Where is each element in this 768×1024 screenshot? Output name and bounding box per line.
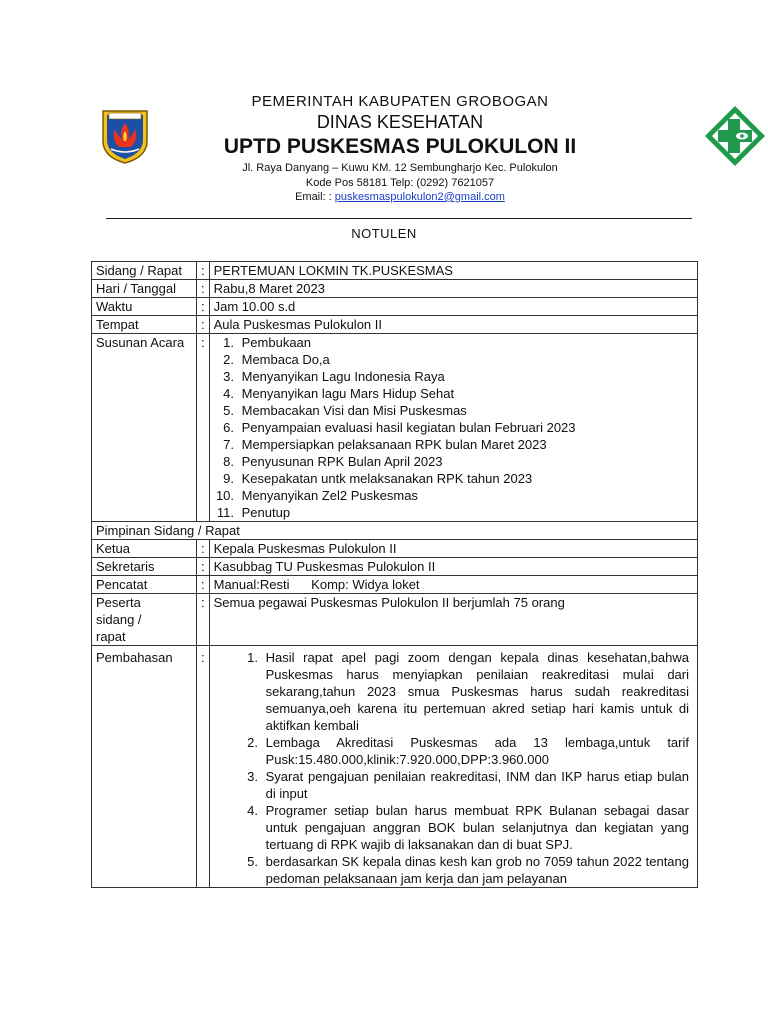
discussion-item: 1. Hasil rapat apel pagi zoom dengan kepala dinas kesehatan,bahwa Puskesmas harus menyiapkan penilaian reakreditasi mulai dari sekarang,tahun 2023 smua Puskesmas harus sudah reakreditasi semuanya,oeh karena itu pertemuan akred setiap hari kamis untuk di aktifkan kembali — [262, 649, 689, 734]
row-label-sidang: Sidang / Rapat — [92, 262, 197, 280]
row-colon: : — [197, 280, 210, 298]
discussion-list — [214, 649, 693, 887]
table-row — [92, 522, 698, 540]
postal-phone-line: Kode Pos 58181 Telp: (0292) 7621057 — [305, 177, 495, 189]
table-row — [92, 594, 698, 646]
row-value-waktu: Jam 10.00 s.d — [209, 298, 697, 316]
table-row — [92, 316, 698, 334]
row-colon: : — [197, 594, 210, 646]
agenda-item: 5. Membacakan Visi dan Misi Puskesmas — [238, 402, 693, 419]
agenda-item: 9. Kesepakatan untk melaksanakan RPK tahun 2023 — [238, 470, 693, 487]
row-colon: : — [197, 576, 210, 594]
row-value-tempat: Aula Puskesmas Pulokulon II — [209, 316, 697, 334]
row-label-hari: Hari / Tanggal — [92, 280, 197, 298]
table-row — [92, 262, 698, 280]
row-value-pencatat: Manual:Resti Komp: Widya loket — [209, 576, 697, 594]
document-title: NOTULEN — [351, 226, 417, 241]
agenda-item: 2. Membaca Do,a — [238, 351, 693, 368]
row-label-waktu: Waktu — [92, 298, 197, 316]
government-name: PEMERINTAH KABUPATEN GROBOGAN — [251, 93, 549, 110]
agenda-cell — [209, 334, 697, 522]
row-value-peserta: Semua pegawai Puskesmas Pulokulon II berjumlah 75 orang — [209, 594, 697, 646]
institution-name: UPTD PUSKESMAS PULOKULON II — [223, 135, 577, 158]
row-value-sidang: PERTEMUAN LOKMIN TK.PUSKESMAS — [209, 262, 697, 280]
agenda-item: 6. Penyampaian evaluasi hasil kegiatan bulan Februari 2023 — [238, 419, 693, 436]
row-label-acara: Susunan Acara — [92, 334, 197, 522]
row-colon: : — [197, 316, 210, 334]
row-value-ketua: Kepala Puskesmas Pulokulon II — [209, 540, 697, 558]
row-value-sekretaris: Kasubbag TU Puskesmas Pulokulon II — [209, 558, 697, 576]
discussion-item: 5. berdasarkan SK kepala dinas kesh kan grob no 7059 tahun 2022 tentang pedoman pelaksanaan jam kerja dan jam pelayanan — [262, 853, 689, 887]
row-colon: : — [197, 646, 210, 888]
grobogan-regency-emblem-icon — [95, 105, 155, 165]
table-row — [92, 558, 698, 576]
row-label-sekretaris: Sekretaris — [92, 558, 197, 576]
agenda-item: 7. Mempersiapkan pelaksanaan RPK bulan Maret 2023 — [238, 436, 693, 453]
email-line — [150, 191, 650, 203]
table-row — [92, 280, 698, 298]
row-label-ketua: Ketua — [92, 540, 197, 558]
puskesmas-logo-icon — [702, 103, 768, 169]
email-link[interactable]: puskesmaspulokulon2@gmail.com — [334, 191, 505, 203]
agenda-list — [214, 334, 693, 521]
agenda-item: 11. Penutup — [238, 504, 693, 521]
row-colon: : — [197, 298, 210, 316]
agenda-item: 10. Menyanyikan Zel2 Puskesmas — [238, 487, 693, 504]
table-row — [92, 298, 698, 316]
discussion-item: 3. Syarat pengajuan penilaian reakreditasi, INM dan IKP harus etiap bulan di input — [262, 768, 689, 802]
row-label-pembahasan: Pembahasan — [92, 646, 197, 888]
peserta-label-text: Peserta sidang / rapat — [96, 595, 142, 644]
agenda-item: 1. Pembukaan — [238, 334, 693, 351]
row-label-peserta — [92, 594, 197, 646]
table-row — [92, 540, 698, 558]
row-colon: : — [197, 540, 210, 558]
address-line: Jl. Raya Danyang – Kuwu KM. 12 Sembungharjo Kec. Pulokulon — [242, 162, 558, 174]
row-label-tempat: Tempat — [92, 316, 197, 334]
header-divider — [106, 218, 692, 219]
agenda-item: 8. Penyusunan RPK Bulan April 2023 — [238, 453, 693, 470]
row-colon: : — [197, 334, 210, 522]
row-label-pencatat: Pencatat — [92, 576, 197, 594]
agenda-item: 3. Menyanyikan Lagu Indonesia Raya — [238, 368, 693, 385]
row-colon: : — [197, 262, 210, 280]
agenda-item: 4. Menyanyikan lagu Mars Hidup Sehat — [238, 385, 693, 402]
table-row — [92, 576, 698, 594]
letterhead — [0, 0, 768, 215]
section-heading-pimpinan: Pimpinan Sidang / Rapat — [92, 522, 698, 540]
minutes-table — [91, 261, 698, 888]
discussion-item: 2. Lembaga Akreditasi Puskesmas ada 13 lembaga,untuk tarif Pusk:15.480.000,klinik:7.920.000,DPP:3.960.000 — [262, 734, 689, 768]
row-value-hari: Rabu,8 Maret 2023 — [209, 280, 697, 298]
discussion-item: 4. Programer setiap bulan harus membuat RPK Bulanan sebagai dasar untuk pengajuan anggran BOK bulan selanjutnya dan kegiatan yang tertuang di RPK wajib di laksanakan dan di buat SPJ. — [262, 802, 689, 853]
email-label: Email: : — [295, 191, 335, 203]
department-name: DINAS KESEHATAN — [316, 112, 484, 132]
table-row — [92, 646, 698, 888]
table-row — [92, 334, 698, 522]
row-colon: : — [197, 558, 210, 576]
discussion-cell — [209, 646, 697, 888]
